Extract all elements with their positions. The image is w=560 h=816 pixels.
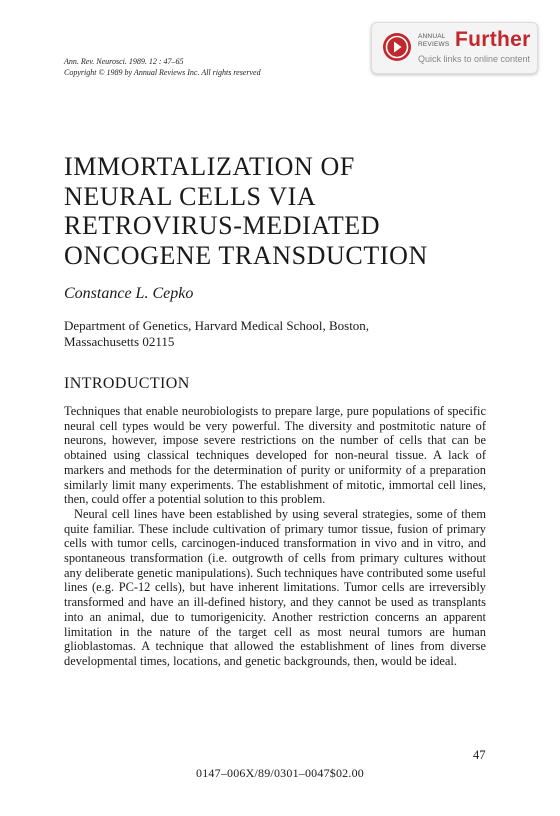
annual-reviews-logo-icon	[382, 32, 412, 62]
affiliation-line: Massachusetts 02115	[64, 334, 175, 349]
section-heading: INTRODUCTION	[64, 375, 190, 392]
banner-tagline: Quick links to online content	[418, 54, 531, 64]
paragraph: Neural cell lines have been established by using several strategies, some of them quite familiar. These include cultivation of primary tumor tissue, fusion of primary cells with tumor cells, carcinogen-induced transformation in vivo and in vitro, and spontaneous transformation (i.e. outgrowth of cells from primary cultures without any deliberate genetic manipulations). Such techniques have contributed some useful lines (e.g. PC-12 cells), but have inherent limitations. Tumor cells are irreversibly transformed and have an ill-defined history, and they cannot be used as transplants into an animal, due to tumorigenicity. Another restriction concerns an apparent limitation in the nature of the target cell as most neural tumors are human glioblastomas. A technique that allowed the establishment of lines from diverse developmental times, locations, and genetic backgrounds, then, would be ideal.	[64, 506, 486, 668]
journal-citation	[64, 56, 261, 78]
page-number: 47	[473, 748, 486, 762]
article-title	[64, 152, 504, 270]
title-line: RETROVIRUS-MEDIATED	[64, 211, 381, 240]
price-code-footer: 0147–006X/89/0301–0047$02.00	[196, 766, 364, 780]
affiliation-line: Department of Genetics, Harvard Medical School, Boston,	[64, 318, 370, 333]
brand-line-reviews: REVIEWS	[418, 40, 450, 48]
title-line: ONCOGENE TRANSDUCTION	[64, 240, 428, 270]
title-line: IMMORTALIZATION OF	[64, 152, 355, 181]
annual-reviews-further-banner[interactable]	[371, 22, 538, 74]
brand-line-annual: ANNUAL	[418, 33, 446, 40]
paragraph: Techniques that enable neurobiologists to prepare large, pure populations of specific neural cell types would be very powerful. The diversity and postmitotic nature of neurons, however, impose severe restrictions on the number of cells that can be obtained using classical techniques developed for non-neural tissue. A lack of markers and methods for the determination of purity or uniformity of a preparation similarly limit many experiments. The establishment of mitotic, immortal cell lines, then, could offer a potential solution to this problem.	[64, 404, 486, 507]
body-text	[64, 404, 486, 669]
author-name: Constance L. Cepko	[64, 285, 194, 302]
further-label: Further	[455, 28, 531, 51]
copyright-line: Copyright © 1989 by Annual Reviews Inc. All rights reserved	[64, 68, 261, 77]
title-line: NEURAL CELLS VIA	[64, 181, 317, 211]
citation-line: Ann. Rev. Neurosci. 1989. 12 : 47–65	[64, 57, 184, 66]
brand-name	[418, 33, 458, 48]
author-affiliation	[64, 318, 369, 350]
